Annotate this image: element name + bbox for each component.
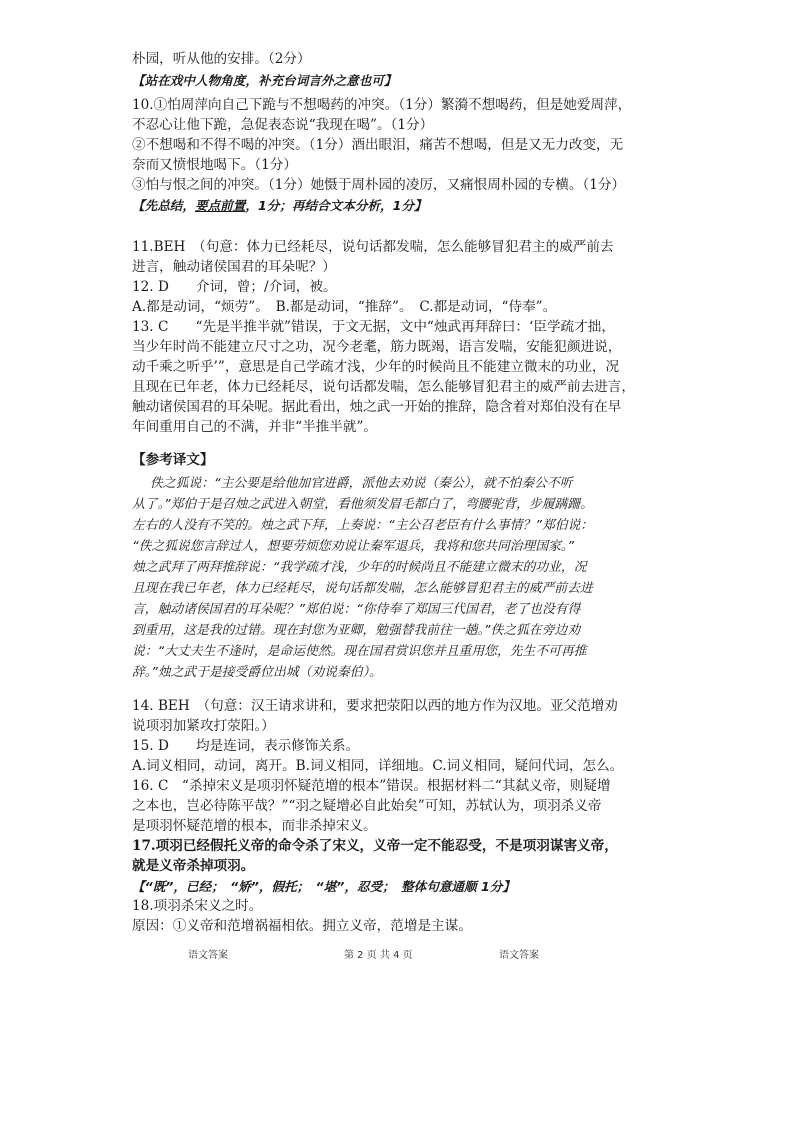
note-part-2: ，1分；再结合文本分析，1分】 [245, 198, 427, 213]
translation-line: 且现在我已年老，体力已经耗尽，说句话都发喘，怎么能够冒犯君主的威严前去进 [132, 581, 593, 596]
answer-15-line-2: A.词义相同，动词，离开。B.词义相同，详细地。C.词义相同，疑问代词，怎么。 [132, 758, 624, 774]
answer-17-line-2: 就是义帝杀掉项羽。 [132, 858, 255, 874]
answer-11-line-1: 11.BEH （句意：体力已经耗尽，说句话都发喘，怎么能够冒犯君主的威严前去 [132, 239, 614, 255]
answer-12-line-2: A.都是动词，“烦劳”。 B.都是动词，“推辞”。 C.都是动词，“侍奉”。 [132, 299, 557, 315]
answer-13-line-5: 触动诸侯国君的耳朵呢。据此看出，烛之武一开始的推辞，隐含着对郑伯没有在早 [132, 399, 622, 415]
answer-18-line-1: 18.项羽杀宋义之时。 [132, 898, 263, 914]
translation-line: 烛之武拜了两拜推辞说：“我学疏才浅，少年的时候尚且不能建立微末的功业，况 [132, 560, 587, 575]
translation-line: 左右的人没有不笑的。烛之武下拜，上奏说：“主公召老臣有什么事情？”郑伯说： [132, 518, 594, 533]
answer-18-line-2: 原因：①义帝和范增祸福相依。拥立义帝，范增是主谋。 [132, 918, 472, 934]
note-part-1: 【先总结， [132, 198, 195, 213]
answer-12-line-1: 12. D 介词，曾；/介词，被。 [132, 279, 337, 295]
answer-13-line-1: 13. C “先是半推半就”错误，于文无据，文中“烛武再拜辞曰：‘臣学疏才拙， [132, 319, 615, 335]
translation-line: 辞。”烛之武于是接受爵位出城（劝说秦伯）。 [132, 665, 382, 680]
answer-10-line-2: 不忍心让他下跪，急促表态说“我现在喝”。（1分） [132, 117, 434, 133]
footer-right-label: 语文答案 [499, 950, 539, 961]
translation-line: 从了。”郑伯于是召烛之武进入朝堂，看他须发眉毛都白了，弯腰驼背，步履蹒跚。 [132, 497, 593, 512]
translation-line: 到重用，这是我的过错。现在封您为亚卿，勉强替我前往一趟。”佚之狐在旁边劝 [132, 623, 581, 638]
answer-10-line-5: ③怕与恨之间的冲突。（1分）她慑于周朴园的凌厉，又痛恨周朴园的专横。（1分） [132, 177, 626, 193]
answer-10-grading-note [132, 196, 427, 215]
note-underlined-part: 要点前置 [194, 198, 246, 213]
answer-17-grading-note: 【“既”，已经； “矫”，假托； “堪”，忍受； 整体句意通顺 1分】 [132, 879, 515, 894]
answer-13-line-3: 动千乘之听乎’”，意思是自己学疏才浅，少年的时候尚且不能建立微末的功业，况 [132, 359, 620, 375]
answer-9-tail: 朴园，听从他的安排。（2分） [132, 51, 311, 67]
answer-13-line-4: 且现在已年老，体力已经耗尽，说句话都发喘，怎么能够冒犯君主的威严前去进言， [132, 379, 635, 395]
footer-page-number: 第 2 页 共 4 页 [344, 950, 413, 961]
translation-heading: 【参考译文】 [132, 452, 214, 468]
answer-16-line-2: 之本也，岂必待陈平哉？”“羽之疑增必自此始矣”可知，苏轼认为，项羽杀义帝 [132, 798, 602, 814]
translation-line: 佚之狐说：“主公要是给他加官进爵，派他去劝说（秦公），就不怕秦公不听 [150, 476, 573, 491]
answer-16-line-1: 16. C “杀掉宋义是项羽怀疑范增的根本”错误。根据材料二“其弑义帝，则疑增 [132, 778, 611, 794]
answer-17-line-1: 17.项羽已经假托义帝的命令杀了宋义，义帝一定不能忍受，不是项羽谋害义帝， [132, 838, 618, 854]
answer-16-line-3: 是项羽怀疑范增的根本，而非杀掉宋义。 [132, 818, 377, 834]
translation-line: “佚之狐说您言辞过人，想要劳烦您劝说让秦军退兵，我将和您共同治理国家。” [132, 539, 574, 554]
answer-10-line-3: ②不想喝和不得不喝的冲突。（1分）酒出眼泪，痛苦不想喝，但是又无力改变，无 [132, 137, 624, 153]
translation-line: 说：“大丈夫生不逢时，是命运使然。现在国君赏识您并且重用您，先生不可再推 [132, 644, 587, 659]
translation-line: 言，触动诸侯国君的耳朵呢？”郑伯说：“你侍奉了郑国三代国君，老了也没有得 [132, 602, 581, 617]
answer-15-line-1: 15. D 均是连词，表示修饰关系。 [132, 738, 360, 754]
answer-11-line-2: 进言，触动诸侯国君的耳朵呢？） [132, 259, 336, 275]
answer-9-grading-note: 【站在戏中人物角度，补充台词言外之意也可】 [132, 73, 397, 88]
answer-13-line-6: 年间重用自己的不满，并非“半推半就”。 [132, 419, 377, 435]
answer-10-line-1: 10.①怕周萍向自己下跪与不想喝药的冲突。（1分）繁漪不想喝药，但是她爱周萍， [132, 97, 632, 113]
answer-13-line-2: 当少年时尚不能建立尺寸之功，况今老耄，筋力既竭，语言发喘，安能犯颜进说， [132, 339, 622, 355]
answer-14-line-2: 说项羽加紧攻打荥阳。） [132, 718, 275, 734]
footer-left-label: 语文答案 [188, 950, 228, 961]
answer-10-line-4: 奈而又愤恨地喝下。（1分） [132, 157, 297, 173]
answer-14-line-1: 14. BEH （句意：汉王请求讲和，要求把荥阳以西的地方作为汉地。亚父范增劝 [132, 698, 618, 714]
